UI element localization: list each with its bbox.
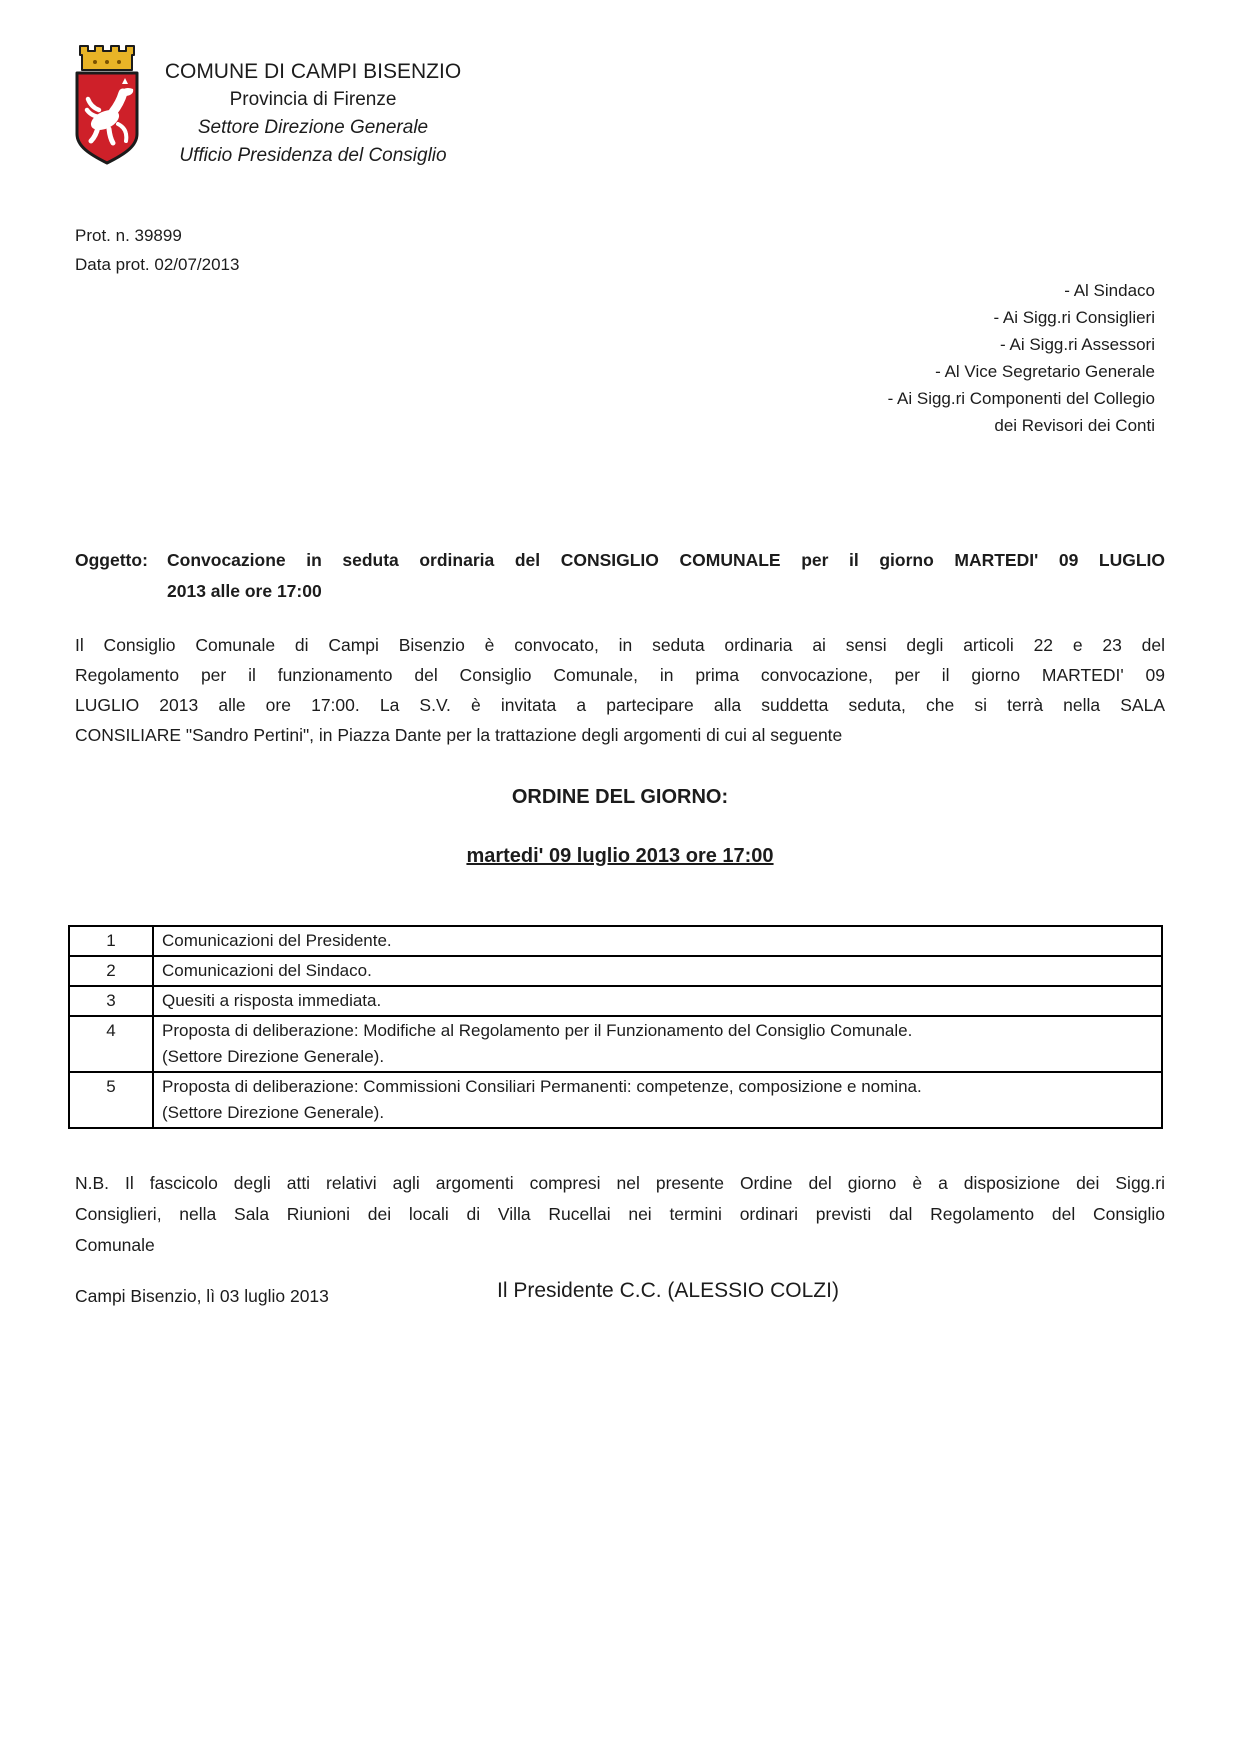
agenda-item-number: 2 <box>69 956 153 986</box>
convocation-paragraph <box>75 630 1165 750</box>
recipient-line: dei Revisori dei Conti <box>994 416 1155 435</box>
agenda-item-number: 3 <box>69 986 153 1016</box>
recipient-line: - Al Vice Segretario Generale <box>935 362 1155 381</box>
paragraph-line: CONSILIARE "Sandro Pertini", in Piazza Dante per la trattazione degli argomenti di cui al seguente <box>75 725 843 745</box>
agenda-heading: ORDINE DEL GIORNO: <box>511 786 729 808</box>
protocol-date: Data prot. 02/07/2013 <box>75 255 240 274</box>
subject-line: Convocazione in seduta ordinaria del CONSIGLIO COMUNALE per il giorno MARTEDI' 09 LUGLIO <box>167 550 1165 570</box>
table-row <box>69 1016 1162 1072</box>
protocol-number: Prot. n. 39899 <box>75 226 182 245</box>
agenda-item-number: 4 <box>69 1016 153 1072</box>
nb-line: Comunale <box>75 1235 155 1255</box>
table-row <box>69 986 1162 1016</box>
agenda-item-note: (Settore Direzione Generale). <box>162 1047 385 1066</box>
recipient-line: - Ai Sigg.ri Assessori <box>1000 335 1155 354</box>
recipient-line: - Ai Sigg.ri Consiglieri <box>993 308 1155 327</box>
org-sector: Settore Direzione Generale <box>197 117 429 138</box>
president-signature: Il Presidente C.C. (ALESSIO COLZI) <box>497 1279 839 1302</box>
agenda-item-text: Quesiti a risposta immediata. <box>162 991 382 1010</box>
paragraph-line: LUGLIO 2013 alle ore 17:00. La S.V. è invitata a partecipare alla suddetta seduta, che si terrà nella SALA <box>75 695 1165 715</box>
table-row <box>69 1072 1162 1128</box>
org-province: Provincia di Firenze <box>229 89 397 110</box>
table-row <box>69 926 1162 956</box>
letterhead <box>88 58 538 170</box>
place-date: Campi Bisenzio, lì 03 luglio 2013 <box>75 1286 329 1306</box>
agenda-item-text: Comunicazioni del Presidente. <box>162 931 392 950</box>
agenda-item-text: Proposta di deliberazione: Commissioni Consiliari Permanenti: competenze, composizione e nomina. <box>162 1077 922 1096</box>
org-office: Ufficio Presidenza del Consiglio <box>179 145 447 166</box>
agenda-item-text: Proposta di deliberazione: Modifiche al Regolamento per il Funzionamento del Consiglio Comunale. <box>162 1021 913 1040</box>
paragraph-line: Regolamento per il funzionamento del Consiglio Comunale, in prima convocazione, per il giorno MARTEDI' 09 <box>75 665 1165 685</box>
recipients-list <box>888 277 1155 439</box>
subject-block <box>75 545 1165 607</box>
agenda-item-text: Comunicazioni del Sindaco. <box>162 961 372 980</box>
protocol-block <box>75 221 239 279</box>
nb-line: Consiglieri, nella Sala Riunioni dei locali di Villa Rucellai nei termini ordinari previsti dal Regolamento del Consiglio <box>75 1204 1165 1224</box>
org-name: COMUNE DI CAMPI BISENZIO <box>164 60 462 83</box>
paragraph-line: Il Consiglio Comunale di Campi Bisenzio è convocato, in seduta ordinaria ai sensi degli articoli 22 e 23 del <box>75 635 1165 655</box>
recipient-line: - Al Sindaco <box>1064 281 1155 300</box>
nb-line: N.B. Il fascicolo degli atti relativi agli argomenti compresi nel presente Ordine del giorno è a disposizione dei Sigg.ri <box>75 1173 1165 1193</box>
recipient-line: - Ai Sigg.ri Componenti del Collegio <box>887 389 1155 408</box>
agenda-item-note: (Settore Direzione Generale). <box>162 1103 385 1122</box>
agenda-item-number: 1 <box>69 926 153 956</box>
table-row <box>69 956 1162 986</box>
agenda-session-date: martedi' 09 luglio 2013 ore 17:00 <box>466 845 774 867</box>
agenda-table <box>68 925 1163 1129</box>
nb-note <box>75 1168 1165 1261</box>
agenda-item-number: 5 <box>69 1072 153 1128</box>
subject-label: Oggetto: <box>75 550 148 570</box>
subject-line: 2013 alle ore 17:00 <box>167 581 322 601</box>
